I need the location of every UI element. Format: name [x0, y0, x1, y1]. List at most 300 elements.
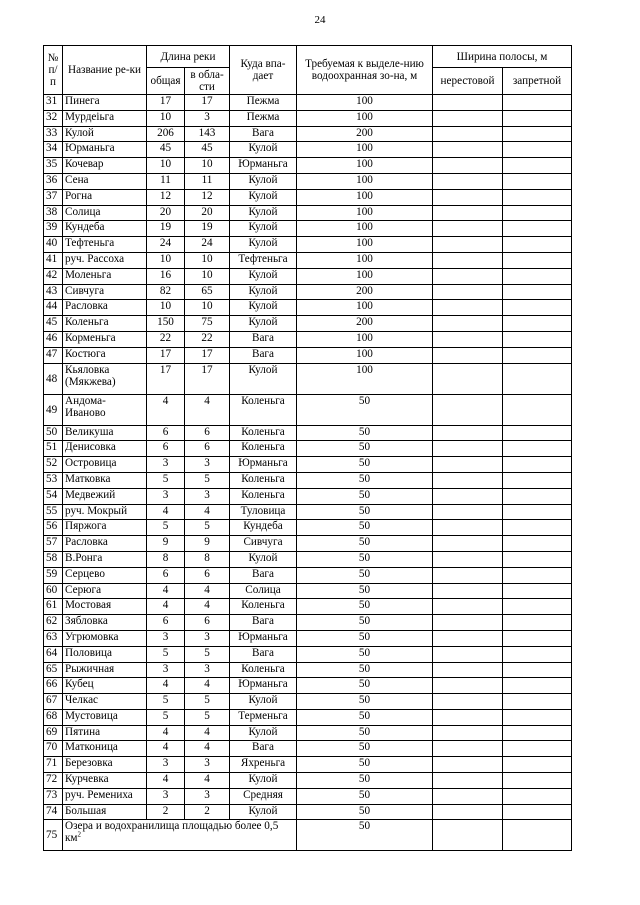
lakes-text: Озера и водохранилища площадью более 0,5 км — [65, 820, 279, 845]
length-in-region: 3 — [185, 110, 230, 126]
river-name: Островица — [63, 457, 147, 473]
length-total: 3 — [147, 457, 185, 473]
spawning-width — [433, 488, 503, 504]
row-number: 48 — [44, 363, 63, 394]
protection-zone: 100 — [297, 142, 433, 158]
protection-zone: 50 — [297, 457, 433, 473]
length-in-region: 2 — [185, 804, 230, 820]
protection-zone: 100 — [297, 173, 433, 189]
river-name: Матконица — [63, 741, 147, 757]
flows-into: Кулой — [230, 189, 297, 205]
length-in-region: 5 — [185, 520, 230, 536]
protection-zone: 50 — [297, 694, 433, 710]
table-row — [44, 536, 572, 552]
length-total: 4 — [147, 773, 185, 789]
table-row — [44, 646, 572, 662]
spawning-width — [433, 472, 503, 488]
river-name: Курчевка — [63, 773, 147, 789]
row-number: 32 — [44, 110, 63, 126]
prohibited-width — [503, 237, 572, 253]
spawning-width — [433, 788, 503, 804]
length-in-region: 12 — [185, 189, 230, 205]
length-total: 11 — [147, 173, 185, 189]
prohibited-width — [503, 646, 572, 662]
prohibited-width — [503, 757, 572, 773]
prohibited-width — [503, 268, 572, 284]
protection-zone: 50 — [297, 741, 433, 757]
length-in-region: 24 — [185, 237, 230, 253]
flows-into: Вага — [230, 646, 297, 662]
length-total: 19 — [147, 221, 185, 237]
flows-into: Юрманьга — [230, 630, 297, 646]
length-in-region: 20 — [185, 205, 230, 221]
length-in-region: 6 — [185, 615, 230, 631]
spawning-width — [433, 394, 503, 425]
length-total: 6 — [147, 615, 185, 631]
spawning-width — [433, 126, 503, 142]
length-in-region: 19 — [185, 221, 230, 237]
prohibited-width — [503, 678, 572, 694]
length-total: 12 — [147, 189, 185, 205]
table-row — [44, 457, 572, 473]
prohibited-width — [503, 142, 572, 158]
prohibited-width — [503, 567, 572, 583]
prohibited-width — [503, 189, 572, 205]
spawning-width — [433, 520, 503, 536]
row-number: 56 — [44, 520, 63, 536]
table-row — [44, 394, 572, 425]
flows-into: Яхреньга — [230, 757, 297, 773]
spawning-width — [433, 551, 503, 567]
prohibited-width — [503, 536, 572, 552]
river-name: Корменьга — [63, 331, 147, 347]
river-name: Денисовка — [63, 441, 147, 457]
river-name: Костюга — [63, 347, 147, 363]
river-name: Кубец — [63, 678, 147, 694]
spawning-width — [433, 583, 503, 599]
flows-into: Кулой — [230, 284, 297, 300]
length-total: 5 — [147, 472, 185, 488]
river-name: Челкас — [63, 694, 147, 710]
row-number: 71 — [44, 757, 63, 773]
table-row — [44, 205, 572, 221]
spawning-width — [433, 599, 503, 615]
row-number: 72 — [44, 773, 63, 789]
spawning-width — [433, 773, 503, 789]
header-num: № п/п — [44, 46, 63, 95]
length-total: 3 — [147, 488, 185, 504]
protection-zone: 50 — [297, 615, 433, 631]
prohibited-width — [503, 551, 572, 567]
spawning-width — [433, 646, 503, 662]
row-number: 33 — [44, 126, 63, 142]
flows-into: Кулой — [230, 804, 297, 820]
flows-into: Кулой — [230, 725, 297, 741]
length-in-region: 3 — [185, 457, 230, 473]
river-name: Зябловка — [63, 615, 147, 631]
table-row — [44, 488, 572, 504]
length-in-region: 3 — [185, 662, 230, 678]
row-number: 35 — [44, 158, 63, 174]
river-name: Серцево — [63, 567, 147, 583]
protection-zone: 200 — [297, 316, 433, 332]
spawning-width — [433, 110, 503, 126]
length-total: 3 — [147, 788, 185, 804]
length-in-region: 22 — [185, 331, 230, 347]
spawning-width — [433, 694, 503, 710]
length-total: 4 — [147, 741, 185, 757]
row-number: 41 — [44, 252, 63, 268]
row-number: 37 — [44, 189, 63, 205]
spawning-width — [433, 347, 503, 363]
protection-zone: 100 — [297, 158, 433, 174]
spawning-width — [433, 363, 503, 394]
length-total: 10 — [147, 300, 185, 316]
table-row — [44, 804, 572, 820]
length-total: 24 — [147, 237, 185, 253]
table-row — [44, 773, 572, 789]
river-name: Сивчуга — [63, 284, 147, 300]
table-row — [44, 173, 572, 189]
table-row — [44, 189, 572, 205]
protection-zone: 50 — [297, 567, 433, 583]
river-name: Пинега — [63, 95, 147, 111]
spawning-width — [433, 504, 503, 520]
prohibited-width — [503, 300, 572, 316]
length-in-region: 3 — [185, 630, 230, 646]
table-row — [44, 347, 572, 363]
length-total: 10 — [147, 110, 185, 126]
length-in-region: 4 — [185, 773, 230, 789]
flows-into: Кулой — [230, 205, 297, 221]
table-row — [44, 126, 572, 142]
length-total: 82 — [147, 284, 185, 300]
row-number: 58 — [44, 551, 63, 567]
protection-zone: 50 — [297, 488, 433, 504]
prohibited-width — [503, 599, 572, 615]
prohibited-width — [503, 441, 572, 457]
row-number: 59 — [44, 567, 63, 583]
table-row — [44, 694, 572, 710]
protection-zone: 50 — [297, 394, 433, 425]
spawning-width — [433, 457, 503, 473]
prohibited-width — [503, 252, 572, 268]
river-name: Половица — [63, 646, 147, 662]
row-number: 52 — [44, 457, 63, 473]
spawning-width — [433, 820, 503, 851]
row-number: 68 — [44, 709, 63, 725]
prohibited-width — [503, 158, 572, 174]
header-flows-into: Куда впа-дает — [230, 46, 297, 95]
table-row — [44, 551, 572, 567]
prohibited-width — [503, 520, 572, 536]
river-name: Пятина — [63, 725, 147, 741]
flows-into: Юрманьга — [230, 457, 297, 473]
row-number: 61 — [44, 599, 63, 615]
table-row — [44, 268, 572, 284]
row-number: 50 — [44, 425, 63, 441]
flows-into: Туловица — [230, 504, 297, 520]
spawning-width — [433, 757, 503, 773]
river-name: Большая — [63, 804, 147, 820]
table-row — [44, 441, 572, 457]
table-row — [44, 316, 572, 332]
spawning-width — [433, 221, 503, 237]
flows-into: Коленьга — [230, 472, 297, 488]
river-name: Медвежий — [63, 488, 147, 504]
spawning-width — [433, 300, 503, 316]
spawning-width — [433, 316, 503, 332]
spawning-width — [433, 662, 503, 678]
flows-into: Кулой — [230, 694, 297, 710]
river-name: Рыжичная — [63, 662, 147, 678]
protection-zone: 100 — [297, 237, 433, 253]
flows-into: Пежма — [230, 110, 297, 126]
river-name: Тефтеньга — [63, 237, 147, 253]
prohibited-width — [503, 363, 572, 394]
prohibited-width — [503, 804, 572, 820]
length-in-region: 4 — [185, 725, 230, 741]
length-in-region: 3 — [185, 757, 230, 773]
length-in-region: 10 — [185, 158, 230, 174]
table-row — [44, 472, 572, 488]
row-number: 70 — [44, 741, 63, 757]
length-in-region: 5 — [185, 646, 230, 662]
table-row — [44, 221, 572, 237]
length-total: 6 — [147, 567, 185, 583]
flows-into: Коленьга — [230, 394, 297, 425]
river-name: Мостовая — [63, 599, 147, 615]
spawning-width — [433, 189, 503, 205]
river-name: Расловка — [63, 536, 147, 552]
flows-into: Коленьга — [230, 488, 297, 504]
flows-into: Кундеба — [230, 520, 297, 536]
length-in-region: 4 — [185, 741, 230, 757]
table-row — [44, 252, 572, 268]
river-name: В.Ронга — [63, 551, 147, 567]
prohibited-width — [503, 457, 572, 473]
flows-into: Кулой — [230, 173, 297, 189]
protection-zone: 50 — [297, 757, 433, 773]
river-name: Кьяловка (Мякжева) — [63, 363, 147, 394]
length-total: 2 — [147, 804, 185, 820]
length-in-region: 6 — [185, 425, 230, 441]
row-number: 75 — [44, 820, 63, 851]
flows-into: Кулой — [230, 237, 297, 253]
length-total: 10 — [147, 252, 185, 268]
length-in-region: 143 — [185, 126, 230, 142]
prohibited-width — [503, 694, 572, 710]
protection-zone: 100 — [297, 331, 433, 347]
protection-zone: 100 — [297, 189, 433, 205]
protection-zone: 50 — [297, 583, 433, 599]
table-row — [44, 630, 572, 646]
length-total: 20 — [147, 205, 185, 221]
river-name: Сена — [63, 173, 147, 189]
protection-zone: 50 — [297, 773, 433, 789]
river-name: Рогна — [63, 189, 147, 205]
lakes-description — [63, 820, 297, 851]
row-number: 45 — [44, 316, 63, 332]
row-number: 66 — [44, 678, 63, 694]
length-total: 6 — [147, 425, 185, 441]
flows-into: Кулой — [230, 221, 297, 237]
row-number: 64 — [44, 646, 63, 662]
protection-zone: 50 — [297, 425, 433, 441]
river-name: Березовка — [63, 757, 147, 773]
flows-into: Коленьга — [230, 599, 297, 615]
row-number: 60 — [44, 583, 63, 599]
prohibited-width — [503, 583, 572, 599]
protection-zone: 50 — [297, 646, 433, 662]
table-body — [44, 95, 572, 851]
row-number: 31 — [44, 95, 63, 111]
protection-zone: 50 — [297, 504, 433, 520]
length-total: 4 — [147, 504, 185, 520]
spawning-width — [433, 425, 503, 441]
length-total: 5 — [147, 694, 185, 710]
length-in-region: 4 — [185, 504, 230, 520]
river-name: руч. Мокрый — [63, 504, 147, 520]
prohibited-width — [503, 709, 572, 725]
river-name: Угрюмовка — [63, 630, 147, 646]
length-total: 4 — [147, 678, 185, 694]
length-in-region: 9 — [185, 536, 230, 552]
area-unit-superscript: 2 — [77, 830, 82, 839]
row-number: 34 — [44, 142, 63, 158]
length-in-region: 45 — [185, 142, 230, 158]
spawning-width — [433, 804, 503, 820]
table-row — [44, 820, 572, 851]
table-row — [44, 741, 572, 757]
length-total: 8 — [147, 551, 185, 567]
flows-into: Кулой — [230, 773, 297, 789]
row-number: 53 — [44, 472, 63, 488]
river-name: Великуша — [63, 425, 147, 441]
row-number: 62 — [44, 615, 63, 631]
length-total: 4 — [147, 394, 185, 425]
length-total: 150 — [147, 316, 185, 332]
length-total: 3 — [147, 630, 185, 646]
length-in-region: 17 — [185, 363, 230, 394]
length-total: 4 — [147, 599, 185, 615]
length-in-region: 4 — [185, 678, 230, 694]
prohibited-width — [503, 205, 572, 221]
length-in-region: 65 — [185, 284, 230, 300]
table-row — [44, 425, 572, 441]
length-total: 4 — [147, 583, 185, 599]
header-spawning: нерестовой — [433, 68, 503, 95]
prohibited-width — [503, 221, 572, 237]
row-number: 43 — [44, 284, 63, 300]
length-total: 16 — [147, 268, 185, 284]
flows-into: Кулой — [230, 268, 297, 284]
spawning-width — [433, 630, 503, 646]
length-in-region: 11 — [185, 173, 230, 189]
length-total: 45 — [147, 142, 185, 158]
spawning-width — [433, 709, 503, 725]
river-name: Кундеба — [63, 221, 147, 237]
prohibited-width — [503, 662, 572, 678]
table-row — [44, 504, 572, 520]
length-total: 9 — [147, 536, 185, 552]
header-total: общая — [147, 68, 185, 95]
table-row — [44, 95, 572, 111]
table-row — [44, 520, 572, 536]
header-zone: Требуемая к выделе-нию водоохранная зо-на, м — [297, 46, 433, 95]
row-number: 47 — [44, 347, 63, 363]
length-in-region: 5 — [185, 709, 230, 725]
prohibited-width — [503, 173, 572, 189]
table-row — [44, 142, 572, 158]
river-name: Моленьга — [63, 268, 147, 284]
length-in-region: 10 — [185, 268, 230, 284]
flows-into: Сивчуга — [230, 536, 297, 552]
length-total: 10 — [147, 158, 185, 174]
spawning-width — [433, 725, 503, 741]
prohibited-width — [503, 725, 572, 741]
length-total: 5 — [147, 520, 185, 536]
spawning-width — [433, 95, 503, 111]
flows-into: Кулой — [230, 363, 297, 394]
flows-into: Вага — [230, 331, 297, 347]
row-number: 54 — [44, 488, 63, 504]
flows-into: Средняя — [230, 788, 297, 804]
table-row — [44, 567, 572, 583]
river-name: Пяржога — [63, 520, 147, 536]
length-in-region: 4 — [185, 394, 230, 425]
prohibited-width — [503, 741, 572, 757]
length-total: 6 — [147, 441, 185, 457]
flows-into: Юрманьга — [230, 158, 297, 174]
length-in-region: 5 — [185, 694, 230, 710]
flows-into: Вага — [230, 567, 297, 583]
length-in-region: 10 — [185, 300, 230, 316]
rivers-table — [43, 45, 572, 851]
spawning-width — [433, 237, 503, 253]
row-number: 63 — [44, 630, 63, 646]
spawning-width — [433, 615, 503, 631]
river-name: Мустовица — [63, 709, 147, 725]
river-name: руч. Рассоха — [63, 252, 147, 268]
protection-zone: 100 — [297, 300, 433, 316]
length-total: 5 — [147, 709, 185, 725]
length-total: 17 — [147, 363, 185, 394]
header-prohibited: запретной — [503, 68, 572, 95]
protection-zone: 50 — [297, 630, 433, 646]
river-name: Матковка — [63, 472, 147, 488]
flows-into: Кулой — [230, 551, 297, 567]
table-row — [44, 363, 572, 394]
flows-into: Вага — [230, 615, 297, 631]
length-in-region: 10 — [185, 252, 230, 268]
spawning-width — [433, 268, 503, 284]
length-in-region: 5 — [185, 472, 230, 488]
river-name: руч. Ремениха — [63, 788, 147, 804]
table-row — [44, 615, 572, 631]
row-number: 36 — [44, 173, 63, 189]
prohibited-width — [503, 615, 572, 631]
length-in-region: 6 — [185, 567, 230, 583]
protection-zone: 50 — [297, 804, 433, 820]
protection-zone: 100 — [297, 95, 433, 111]
flows-into: Кулой — [230, 300, 297, 316]
prohibited-width — [503, 284, 572, 300]
flows-into: Юрманьга — [230, 678, 297, 694]
flows-into: Коленьга — [230, 662, 297, 678]
table-row — [44, 725, 572, 741]
river-name: Андома-Иваново — [63, 394, 147, 425]
